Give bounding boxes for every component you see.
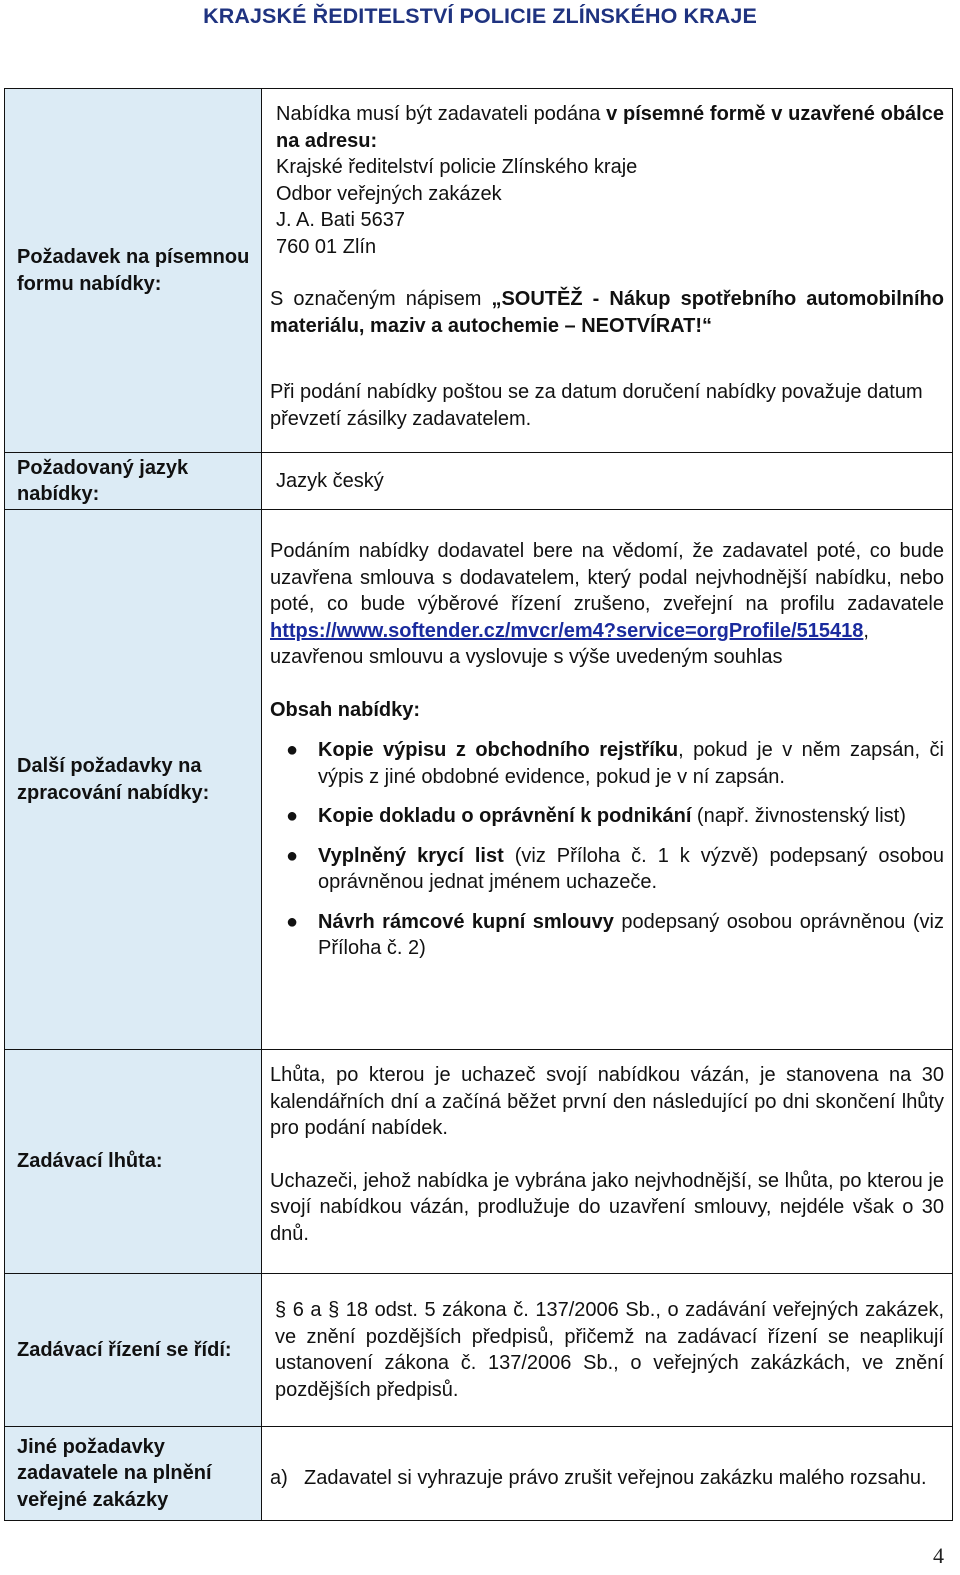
row-label-other: Jiné požadavky zadavatele na plnění veřejné zakázky	[5, 1427, 262, 1521]
table-row-language	[5, 453, 953, 510]
item-bold: Kopie výpisu z obchodního rejstříku	[318, 739, 679, 761]
page-number: 4	[933, 1543, 944, 1568]
profile-link[interactable]: https://www.softender.cz/mvcr/em4?service=orgProfile/515418	[270, 619, 864, 642]
consent-before: Podáním nabídky dodavatel bere na vědomí, že zadavatel poté, co bude uzavřena smlouva s dodavatelem, který podal nejvhodnější nabídku, nebo poté, co bude výběrové řízení zrušeno, zveřejní na profilu zadavatele	[270, 540, 944, 615]
list-item	[270, 843, 944, 896]
address-line-3: J. A. Bati 5637	[276, 209, 405, 231]
marking-plain: S označeným nápisem	[270, 288, 482, 310]
row-label-written-form: Požadavek na písemnou formu nabídky:	[5, 89, 262, 453]
page-title: KRAJSKÉ ŘEDITELSTVÍ POLICIE ZLÍNSKÉHO KRAJE	[203, 4, 757, 28]
contents-list	[270, 737, 944, 962]
intro-bold: v písemné formě v uzavřené obálce na adresu:	[276, 103, 944, 152]
item-rest: (viz Příloha č. 1 k výzvě) podepsaný osobou oprávněnou jednat jménem uchazeče.	[318, 844, 944, 893]
requirements-table	[4, 88, 953, 1521]
intro-plain: Nabídka musí být zadavateli podána	[276, 103, 601, 125]
table-row-written-form	[5, 89, 953, 453]
marking-text	[270, 286, 944, 339]
consent-text	[270, 538, 944, 671]
list-item	[270, 909, 944, 962]
table-row-other	[5, 1427, 953, 1521]
item-bold: Kopie dokladu o oprávnění k podnikání	[318, 805, 692, 827]
item-bold: Návrh rámcové kupní smlouvy	[318, 910, 614, 933]
row-label-language: Požadovaný jazyk nabídky:	[5, 453, 262, 510]
item-marker: a)	[270, 1467, 288, 1490]
list-item	[270, 803, 944, 830]
address-line-2: Odbor veřejných zakázek	[276, 182, 502, 205]
row-label-governed: Zadávací řízení se řídí:	[5, 1274, 262, 1427]
consent-after: , uzavřenou smlouvu a vyslovuje s výše uvedeným souhlas	[270, 619, 869, 668]
post-note: Při podání nabídky poštou se za datum doručení nabídky považuje datum převzetí zásilky zadavatelem.	[270, 381, 923, 430]
row-content-language	[262, 453, 953, 510]
item-rest: (např. živnostenský list)	[691, 805, 906, 827]
table-row-governed	[5, 1274, 953, 1427]
bullet-icon: ●	[286, 910, 299, 933]
table-row-further	[5, 510, 953, 1050]
item-rest: , pokud je v něm zapsán, či výpis z jiné obdobné evidence, pokud je v ní zapsán.	[318, 739, 945, 788]
other-item-text: Zadavatel si vyhrazuje právo zrušit veřejnou zakázku malého rozsahu.	[304, 1467, 927, 1490]
language-value: Jazyk český	[276, 469, 384, 492]
item-rest: podepsaný osobou oprávněnou (viz Příloha č. 2)	[318, 910, 945, 959]
row-content-period	[262, 1050, 953, 1274]
address-line-4: 760 01 Zlín	[276, 235, 377, 258]
address-line-1: Krajské ředitelství policie Zlínského kraje	[276, 156, 638, 178]
bullet-icon: ●	[286, 805, 299, 827]
row-content-other	[262, 1427, 953, 1521]
item-bold: Vyplněný krycí list	[318, 844, 504, 867]
governed-text: § 6 a § 18 odst. 5 zákona č. 137/2006 Sb., o zadávání veřejných zakázek, ve znění pozdějších předpisů, přičemž na zadávací řízení se neaplikují ustanovení zákona č. 137/2006 Sb., o veřejných zakázkách, ve znění pozdějších předpisů.	[275, 1299, 944, 1401]
period-paragraph-2: Uchazeči, jehož nabídka je vybrána jako nejvhodnější, se lhůta, po kterou je svojí nabídkou vázán, prodlužuje do uzavření smlouvy, nejdéle však o 30 dnů.	[270, 1169, 944, 1245]
bullet-icon: ●	[286, 739, 299, 761]
row-content-governed	[262, 1274, 953, 1427]
table-row-period	[5, 1050, 953, 1274]
period-paragraph-1: Lhůta, po kterou je uchazeč svojí nabídkou vázán, je stanovena na 30 kalendářních dní a začíná běžet první den následující po dni skončení lhůty pro podání nabídek.	[270, 1064, 944, 1139]
list-item	[270, 737, 944, 790]
other-item	[270, 1465, 944, 1492]
bullet-icon: ●	[286, 844, 299, 867]
row-content-written-form	[262, 89, 953, 453]
row-label-period: Zadávací lhůta:	[5, 1050, 262, 1274]
contents-heading: Obsah nabídky:	[270, 698, 421, 721]
marking-bold: „SOUTĚŽ - Nákup spotřebního automobilního materiálu, maziv a autochemie – NEOTVÍRAT!“	[270, 288, 944, 337]
row-content-further	[262, 510, 953, 1050]
row-label-further: Další požadavky na zpracování nabídky:	[5, 510, 262, 1050]
written-form-intro	[276, 101, 944, 154]
